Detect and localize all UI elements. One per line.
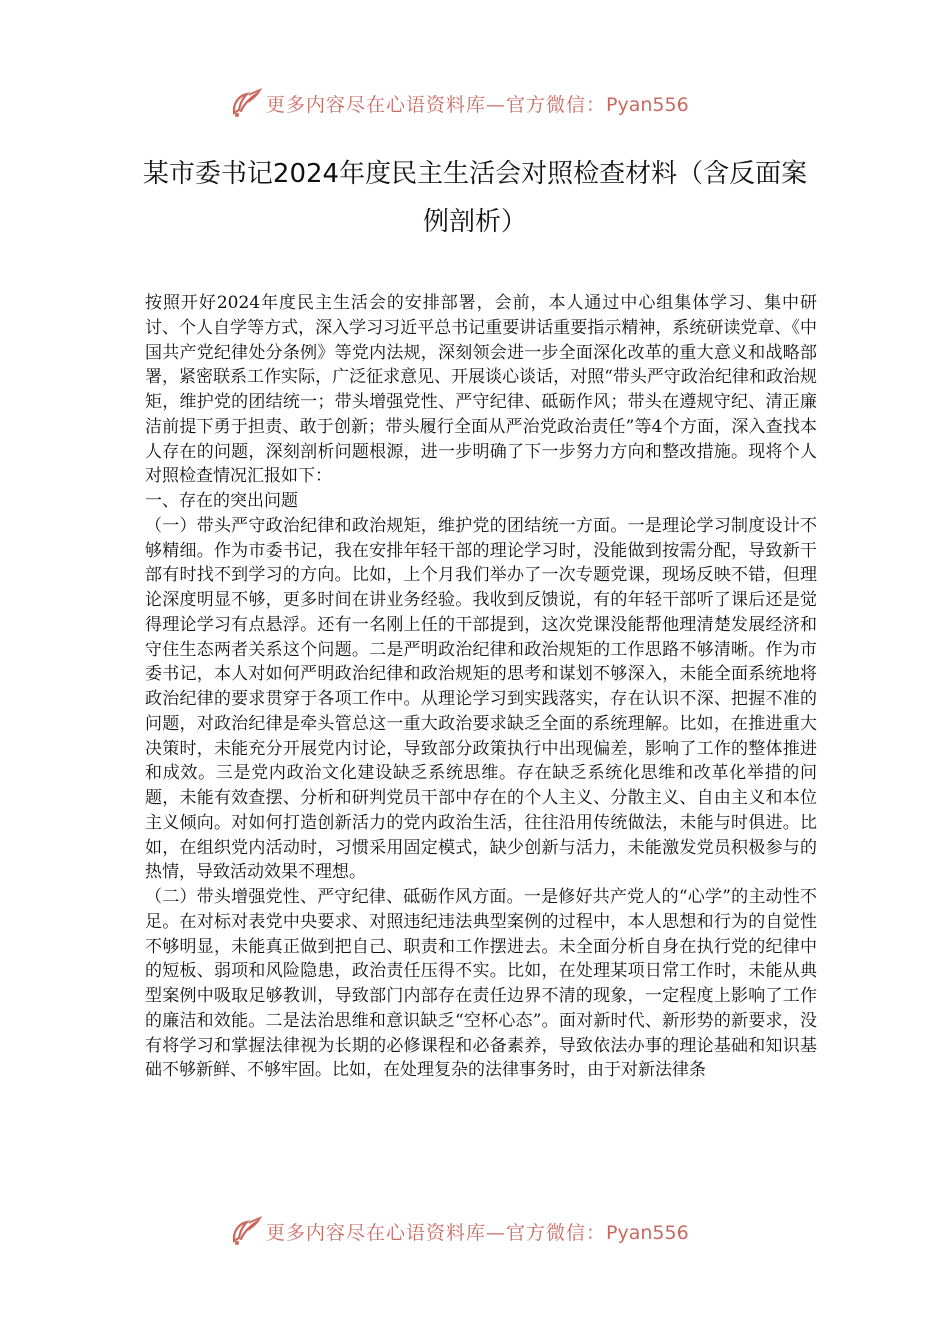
watermark-text: 更多内容尽在心语资料库—官方微信：Pyan556 [266,93,689,116]
body-paragraph-2: （二）带头增强党性、严守纪律、砥砺作风方面。一是修好共产党人的“心学”的主动性不足。在对标对表党中央要求、对照违纪违法典型案例的过程中，本人思想和行为的自觉性不够明显，未能真正做到把自己、职责和工作摆进去。未全面分析自身在执行党的纪律中的短板、弱项和风险隐患，政治责任压得不实。比如，在处理某项日常工作时，未能从典型案例中吸取足够教训，导致部门内部存在责任边界不清的现象，一定程度上影响了工作的廉洁和效能。二是法治思维和意识缺乏“空杯心态”。面对新时代、新形势的新要求，没有将学习和掌握法律视为长期的必修课程和必备素养，导致依法办事的理论基础和知识基础不够新鲜、不够牢固。比如，在处理复杂的法律事务时，由于对新法律条 [145,887,817,1081]
section-heading: 一、存在的突出问题 [145,491,298,511]
document-body [145,291,817,1083]
pen-logo-icon [228,86,262,120]
intro-paragraph: 按照开好2024年度民主生活会的安排部署，会前，本人通过中心组集体学习、集中研讨、个人自学等方式，深入学习习近平总书记重要讲话重要指示精神，系统研读党章、《中国共产党纪律处分条例》等党内法规，深刻领会进一步全面深化改革的重大意义和战略部署，紧密联系工作实际，广泛征求意见、开展谈心谈话，对照“带头严守政治纪律和政治规矩，维护党的团结统一；带头增强党性、严守纪律、砥砺作风；带头在遵规守纪、清正廉洁前提下勇于担责、敢于创新；带头履行全面从严治党政治责任”等4个方面，深入查找本人存在的问题，深刻剖析问题根源，进一步明确了下一步努力方向和整改措施。现将个人对照检查情况汇报如下： [145,293,817,487]
pen-logo-icon [228,1214,262,1248]
watermark-text: 更多内容尽在心语资料库—官方微信：Pyan556 [266,1221,689,1244]
watermark-header [0,86,950,120]
document-title: 某市委书记2024年度民主生活会对照检查材料（含反面案例剖析） [142,159,808,237]
body-paragraph-1: （一）带头严守政治纪律和政治规矩，维护党的团结统一方面。一是理论学习制度设计不够精细。作为市委书记，我在安排年轻干部的理论学习时，没能做到按需分配，导致新干部有时找不到学习的方向。比如，上个月我们举办了一次专题党课，现场反映不错，但理论深度明显不够，更多时间在讲业务经验。我收到反馈说，有的年轻干部听了课后还是觉得理论学习有点悬浮。还有一名刚上任的干部提到，这次党课没能帮他理清楚发展经济和守住生态两者关系这个问题。二是严明政治纪律和政治规矩的工作思路不够清晰。作为市委书记，本人对如何严明政治纪律和政治规矩的思考和谋划不够深入，未能全面系统地将政治纪律的要求贯穿于各项工作中。从理论学习到实践落实，存在认识不深、把握不准的问题，对政治纪律是牵头管总这一重大政治要求缺乏全面的系统理解。比如，在推进重大决策时，未能充分开展党内讨论，导致部分政策执行中出现偏差，影响了工作的整体推进和成效。三是党内政治文化建设缺乏系统思维。存在缺乏系统化思维和改革化举措的问题，未能有效查摆、分析和研判党员干部中存在的个人主义、分散主义、自由主义和本位主义倾向。对如何打造创新活力的党内政治生活，往往沿用传统做法，未能与时俱进。比如，在组织党内活动时，习惯采用固定模式，缺少创新与活力，未能激发党员积极参与的热情，导致活动效果不理想。 [145,515,817,883]
watermark-footer [0,1214,950,1248]
